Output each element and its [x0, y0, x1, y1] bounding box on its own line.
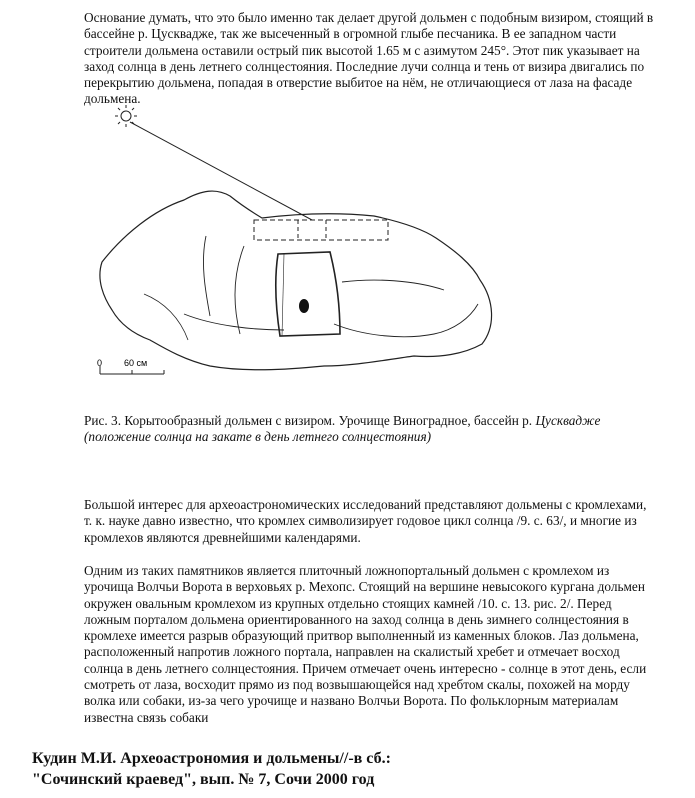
paragraph-1 — [84, 10, 654, 108]
dolmen-trough — [276, 252, 340, 336]
paragraph-1-text: Основание думать, что это было именно так делает другой дольмен с подобным визиром, стоящий в бассейне р. Цускваджe, так же высеченный в огромной глыбе песчаника. В ее западном части строители дольмена оставили острый пик высотой 1.65 м с азимутом 245°. Этот пик указывает на заход солнца в день летнего солнцестояния. Последние лучи солнца и тень от визира двигались по перекрытию дольмена, попадая в отверстие выбитое на нём, не отличающиеся от лаза на фасаде дольмена. — [84, 10, 654, 107]
visor-outline — [254, 220, 388, 240]
boulder-outline — [100, 191, 492, 370]
scale-zero: 0 — [97, 358, 103, 368]
paragraph-2-text: Большой интерес для археоастрономических исследований представляют дольмены с кромлехами, т. к. науке давно известно, что кромлех символизирует годовое цикл солнца /9. с. 63/, и многие из кромлехов являются древнейшими календарями. — [84, 497, 647, 545]
citation-line-1: Кудин М.И. Археоастрономия и дольмены//-в сб.: — [32, 750, 391, 767]
citation-line-2: "Сочинский краевед", вып. № 7, Сочи 2000 год — [32, 771, 375, 788]
paragraph-3-text: Одним из таких памятников является плиточный ложнопортальный дольмен с кромлехом из урочища Волчьи Ворота в верховьях р. Мехопс. Стоящий на вершине невысокого кургана дольмен окружен овальным кромлехом из крупных отдельно стоящих камней /10. с. 13. рис. 2/. Перед ложным порталом дольмена ориентированного на заход солнца в день зимнего солнцестояния в кромлехе имеется разрыв образующий притвор выполненный из каменных блоков. Лаз дольмена, расположенный напротив ложного портала, направлен на скалистый хребет и отмечает восход солнца в день летнего солнцестояния. Причем отмечает очень интересно - солнце в этот день, если смотреть от лаза, восходит прямо из под возвышающейся над хребтом скалы, похожей на морду волка или собаки, из-за чего урочище и названо Волчьи Ворота. По фольклорным материалам известна связь собаки — [84, 563, 647, 725]
caption-italic: Цускваджe (положение солнца на закате в день летнего солнцестояния) — [84, 413, 601, 445]
dolmen-figure — [84, 104, 524, 394]
scale-label: 60 см — [124, 358, 148, 368]
citation — [32, 748, 672, 790]
sun-ray-line — [130, 122, 312, 220]
dolmen-hole — [299, 299, 309, 313]
paragraph-2 — [84, 497, 654, 546]
paragraph-3 — [84, 563, 654, 726]
caption-text: Рис. 3. Корытообразный дольмен с визиром. Урочище Виноградное, бассейн р. — [84, 413, 536, 428]
figure-caption — [84, 413, 654, 446]
